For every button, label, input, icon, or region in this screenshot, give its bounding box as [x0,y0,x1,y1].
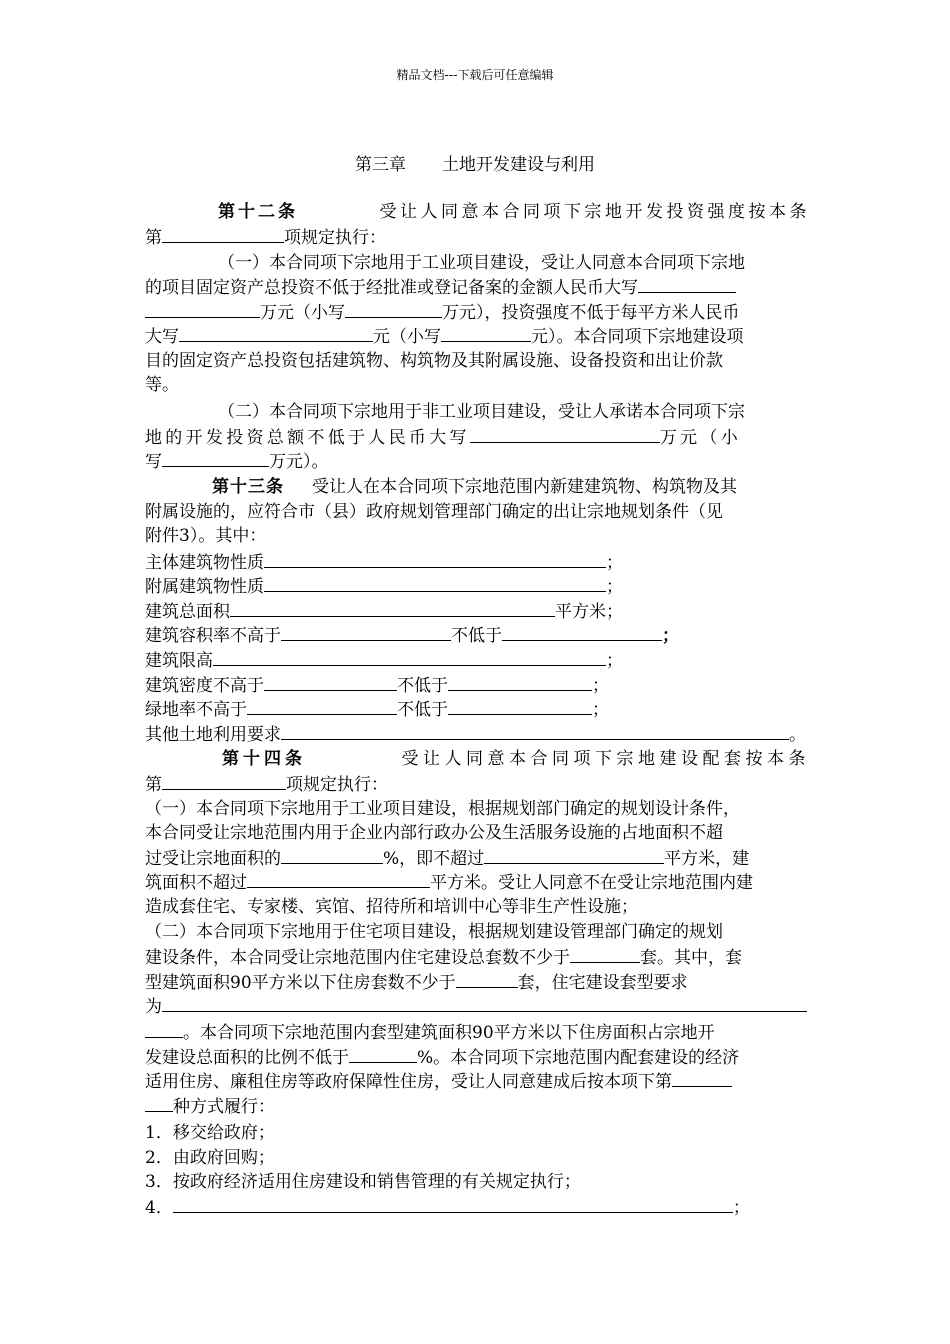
article-14-p2-line [145,970,810,995]
option-4 [145,1195,810,1220]
blank-field[interactable] [456,970,518,988]
blank-field[interactable] [638,275,736,293]
article-14-p2-line: （二）本合同项下宗地用于住宅项目建设，根据规划建设管理部门确定的规划 [145,922,723,942]
article-14-p2-line [145,1045,810,1070]
article-14-label: 第十四条 [222,749,306,769]
text: 的项目固定资产总投资不低于经批准或登记备案的金额人民币大写 [145,278,638,298]
text: 万元）。 [269,452,329,472]
article-12-text: 受让人同意本合同项下宗地开发投资强度按本条 [379,202,810,222]
text: 筑面积不超过 [145,873,247,893]
option-2: 2．由政府回购； [145,1148,275,1168]
text: ； [606,577,623,597]
text: 为 [145,997,162,1017]
text: 过受让宗地面积的 [145,849,281,869]
text: 不低于 [397,700,448,720]
field-label: 附属建筑物性质 [145,577,264,597]
text: 万元），投资强度不低于每平方米人民币 [442,303,740,323]
article-12-label: 第十二条 [218,202,298,222]
text: 地的开发投资总额不低于人民币大写 [145,428,470,448]
blank-field[interactable] [247,697,397,715]
text: ； [606,651,623,671]
article-12-p2-line [145,449,810,474]
text: 平方米，建 [664,849,750,869]
field-label: 主体建筑物性质 [145,553,264,573]
blank-field[interactable] [349,1045,417,1063]
text: 写 [145,452,162,472]
text: 不低于 [397,676,448,696]
text: ； [662,626,679,646]
blank-field[interactable] [162,994,807,1012]
text: ； [592,676,609,696]
text: ； [592,700,609,720]
total-floor-area [145,599,810,624]
blank-field[interactable] [448,673,592,691]
chapter-number: 第三章 [355,155,406,175]
text: 不低于 [451,626,502,646]
blank-field[interactable] [264,550,606,568]
green-ratio [145,697,810,722]
text: 第 [145,228,162,248]
text: %。本合同项下宗地范围内配套建设的经济 [417,1048,740,1068]
text: 项规定执行： [284,228,386,248]
article-14-text: 受让人同意本合同项下宗地建设配套按本条 [401,749,810,769]
text: 型建筑面积90平方米以下住房套数不少于 [145,973,456,993]
article-12-line-2 [145,225,810,250]
blank-field[interactable] [173,1195,733,1213]
text: 第 [145,775,162,795]
text: 发建设总面积的比例不低于 [145,1048,349,1068]
auxiliary-building-use [145,574,810,599]
article-14-p2-line [145,945,810,970]
article-14-p2-line [145,1020,810,1045]
text: ； [606,553,623,573]
text: 种方式履行： [173,1097,275,1117]
blank-field[interactable] [484,846,664,864]
text: ； [732,1198,750,1218]
floor-area-ratio [145,623,810,648]
building-density [145,673,810,698]
article-14-p1-line [145,870,810,895]
chapter-heading: 土地开发建设与利用 [442,155,595,175]
article-14-p1-line: （一）本合同项下宗地用于工业项目建设，根据规划部门确定的规划设计条件， [145,799,740,819]
blank-field[interactable] [213,648,606,666]
field-label: 建筑总面积 [145,602,230,622]
blank-field[interactable] [502,623,662,641]
text: 4． [145,1198,173,1218]
field-label: 其他土地利用要求 [145,725,281,745]
height-limit [145,648,810,673]
text: 平方米； [555,602,623,622]
article-14-p2-line [145,1069,810,1094]
text: 套。其中，套 [640,948,742,968]
blank-field[interactable] [448,697,592,715]
article-12-p1-line [145,324,810,349]
text: 元）。本合同项下宗地建设项 [531,327,744,347]
blank-field[interactable] [441,324,531,342]
option-3: 3．按政府经济适用住房建设和销售管理的有关规定执行； [145,1172,581,1192]
blank-field[interactable] [162,772,286,790]
blank-field[interactable] [247,870,430,888]
blank-field[interactable] [162,225,284,243]
blank-field[interactable] [570,945,640,963]
article-12-p1-line: （一）本合同项下宗地用于工业项目建设，受让人同意本合同项下宗地 [218,253,745,273]
article-14-p1-line: 本合同受让宗地范围内用于企业内部行政办公及生活服务设施的占地面积不超 [145,823,723,843]
blank-field[interactable] [470,425,660,443]
blank-field[interactable] [281,846,383,864]
article-14-p2-line [145,1094,810,1119]
field-label: 建筑限高 [145,651,213,671]
field-label: 建筑密度不高于 [145,676,264,696]
article-14-line-1 [222,747,810,771]
field-label: 建筑容积率不高于 [145,626,281,646]
text: 。本合同项下宗地范围内套型建筑面积90平方米以下住房面积占宗地开 [183,1023,715,1043]
blank-field[interactable] [264,673,397,691]
text: 。 [789,725,806,745]
blank-field[interactable] [145,1094,173,1112]
text: 套，住宅建设套型要求 [517,973,688,993]
article-13-line-2: 附属设施的，应符合市（县）政府规划管理部门确定的出让宗地规划条件（见 [145,502,723,522]
blank-field[interactable] [145,1020,183,1038]
article-12-line-1 [218,200,810,224]
article-13-line-1 [212,475,877,499]
article-13-label: 第十三条 [212,477,284,497]
blank-field[interactable] [281,722,789,740]
text: 平方米。受让人同意不在受让宗地范围内建 [430,873,753,893]
article-14-p2-line [145,994,810,1019]
field-label: 绿地率不高于 [145,700,247,720]
option-1: 1．移交给政府； [145,1123,275,1143]
article-12-p2-line [145,425,810,450]
article-12-p1-line: 等。 [145,375,179,395]
article-14-line-2 [145,772,810,797]
text: 适用住房、廉租住房等政府保障性住房，受让人同意建成后按本项下第 [145,1072,672,1092]
text: 大写 [145,327,179,347]
text: 万元（小写 [260,303,345,323]
text: 万元（小 [659,428,742,448]
text: 建设条件，本合同受让宗地范围内住宅建设总套数不少于 [145,948,570,968]
article-12-p1-line [145,275,810,300]
article-12-p1-line [145,300,810,325]
chapter-title [0,150,950,175]
article-12-p2-line: （二）本合同项下宗地用于非工业项目建设，受让人承诺本合同项下宗 [218,402,745,422]
text: %，即不超过 [383,849,485,869]
text: 项规定执行： [286,775,388,795]
blank-field[interactable] [162,449,269,467]
blank-field[interactable] [672,1069,732,1087]
article-13-text: 受让人在本合同项下宗地范围内新建建筑物、构筑物及其 [312,477,737,497]
blank-field[interactable] [264,574,606,592]
main-building-use [145,550,810,575]
page-header: 精品文档---下载后可任意编辑 [396,68,554,82]
blank-field[interactable] [179,324,373,342]
blank-field[interactable] [345,300,442,318]
blank-field[interactable] [281,623,451,641]
blank-field[interactable] [145,300,260,318]
blank-field[interactable] [230,599,555,617]
article-14-p1-line: 造成套住宅、专家楼、宾馆、招待所和培训中心等非生产性设施； [145,897,638,917]
other-requirements [145,722,810,747]
article-13-line-3: 附件3）。其中： [145,526,267,546]
article-14-p1-line [145,846,810,871]
text: 元（小写 [373,327,441,347]
article-12-p1-line: 目的固定资产总投资包括建筑物、构筑物及其附属设施、设备投资和出让价款 [145,351,723,371]
